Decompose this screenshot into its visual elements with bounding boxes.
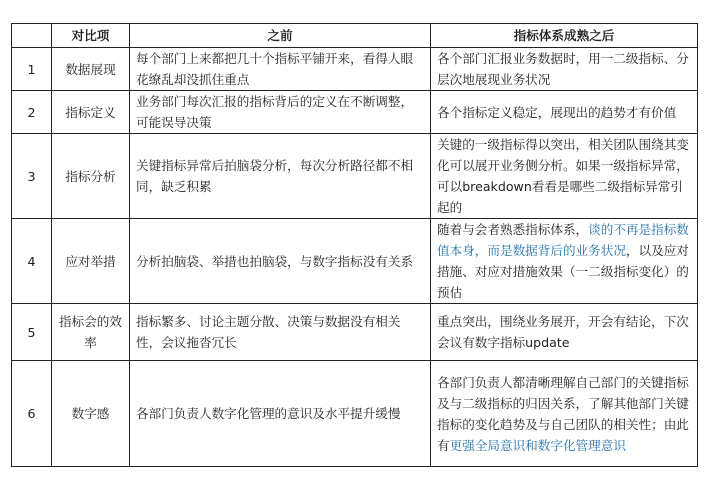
row-before: 关键指标异常后拍脑袋分析，每次分析路径都不相同，缺乏积累 [130,134,431,219]
comparison-table [11,23,698,467]
row-index: 4 [12,219,52,304]
row-item: 数字感 [52,361,130,467]
row-item: 应对举措 [52,219,130,304]
header-after: 指标体系成熟之后 [431,24,698,48]
header-item: 对比项 [52,24,130,48]
table-row [12,361,698,467]
row-item: 数据展现 [52,48,130,91]
row-index: 1 [12,48,52,91]
after-text: ，以及应对措施、对应对措施效果（一二级指标变化）的预估 [437,243,689,300]
after-text: 关键的一级指标得以突出，相关团队围绕其变化可以展开业务侧分析。如果一级指标异常，可以breakdown看看是哪些二级指标异常引起的 [437,137,689,215]
after-text: 各部门负责人都清晰理解自己部门的关键指标及与二级指标的归因关系，了解其他部门关键指标的变化趋势及与自己团队的相关性；由此有 [437,374,689,453]
header-before: 之前 [130,24,431,48]
table-row [12,219,698,304]
row-after [431,91,698,134]
table-row [12,48,698,91]
row-before: 各部门负责人数字化管理的意识及水平提升缓慢 [130,361,431,467]
after-text: 各个指标定义稳定，展现出的趋势才有价值 [437,104,677,120]
row-index: 3 [12,134,52,219]
row-before: 指标繁多、讨论主题分散、决策与数据没有相关性，会议拖沓冗长 [130,304,431,361]
row-before: 分析拍脑袋、举措也拍脑袋，与数字指标没有关系 [130,219,431,304]
row-after [431,48,698,91]
row-item: 指标分析 [52,134,130,219]
after-text: 随着与会者熟悉指标体系， [437,222,589,237]
header-row [12,24,698,48]
after-highlight: 谈的不再是指标数值本身，而是数据背后的业务状况 [437,222,689,258]
table-row [12,91,698,134]
row-before: 业务部门每次汇报的指标背后的定义在不断调整，可能误导决策 [130,91,431,134]
row-item: 指标定义 [52,91,130,134]
row-after [431,134,698,219]
row-index: 5 [12,304,52,361]
after-text: 重点突出，围绕业务展开，开会有结论，下次会议有数字指标update [437,314,689,350]
row-before: 每个部门上来都把几十个指标平铺开来，看得人眼花缭乱却没抓住重点 [130,48,431,91]
row-after [431,219,698,304]
row-after [431,361,698,467]
after-highlight: 更强全局意识和数字化管理意识 [449,437,626,453]
table-row [12,304,698,361]
row-item: 指标会的效率 [52,304,130,361]
row-after [431,304,698,361]
table-row [12,134,698,219]
header-index [12,24,52,48]
row-index: 6 [12,361,52,467]
after-text: 各个部门汇报业务数据时，用一二级指标、分层次地展现业务状况 [437,51,689,87]
row-index: 2 [12,91,52,134]
